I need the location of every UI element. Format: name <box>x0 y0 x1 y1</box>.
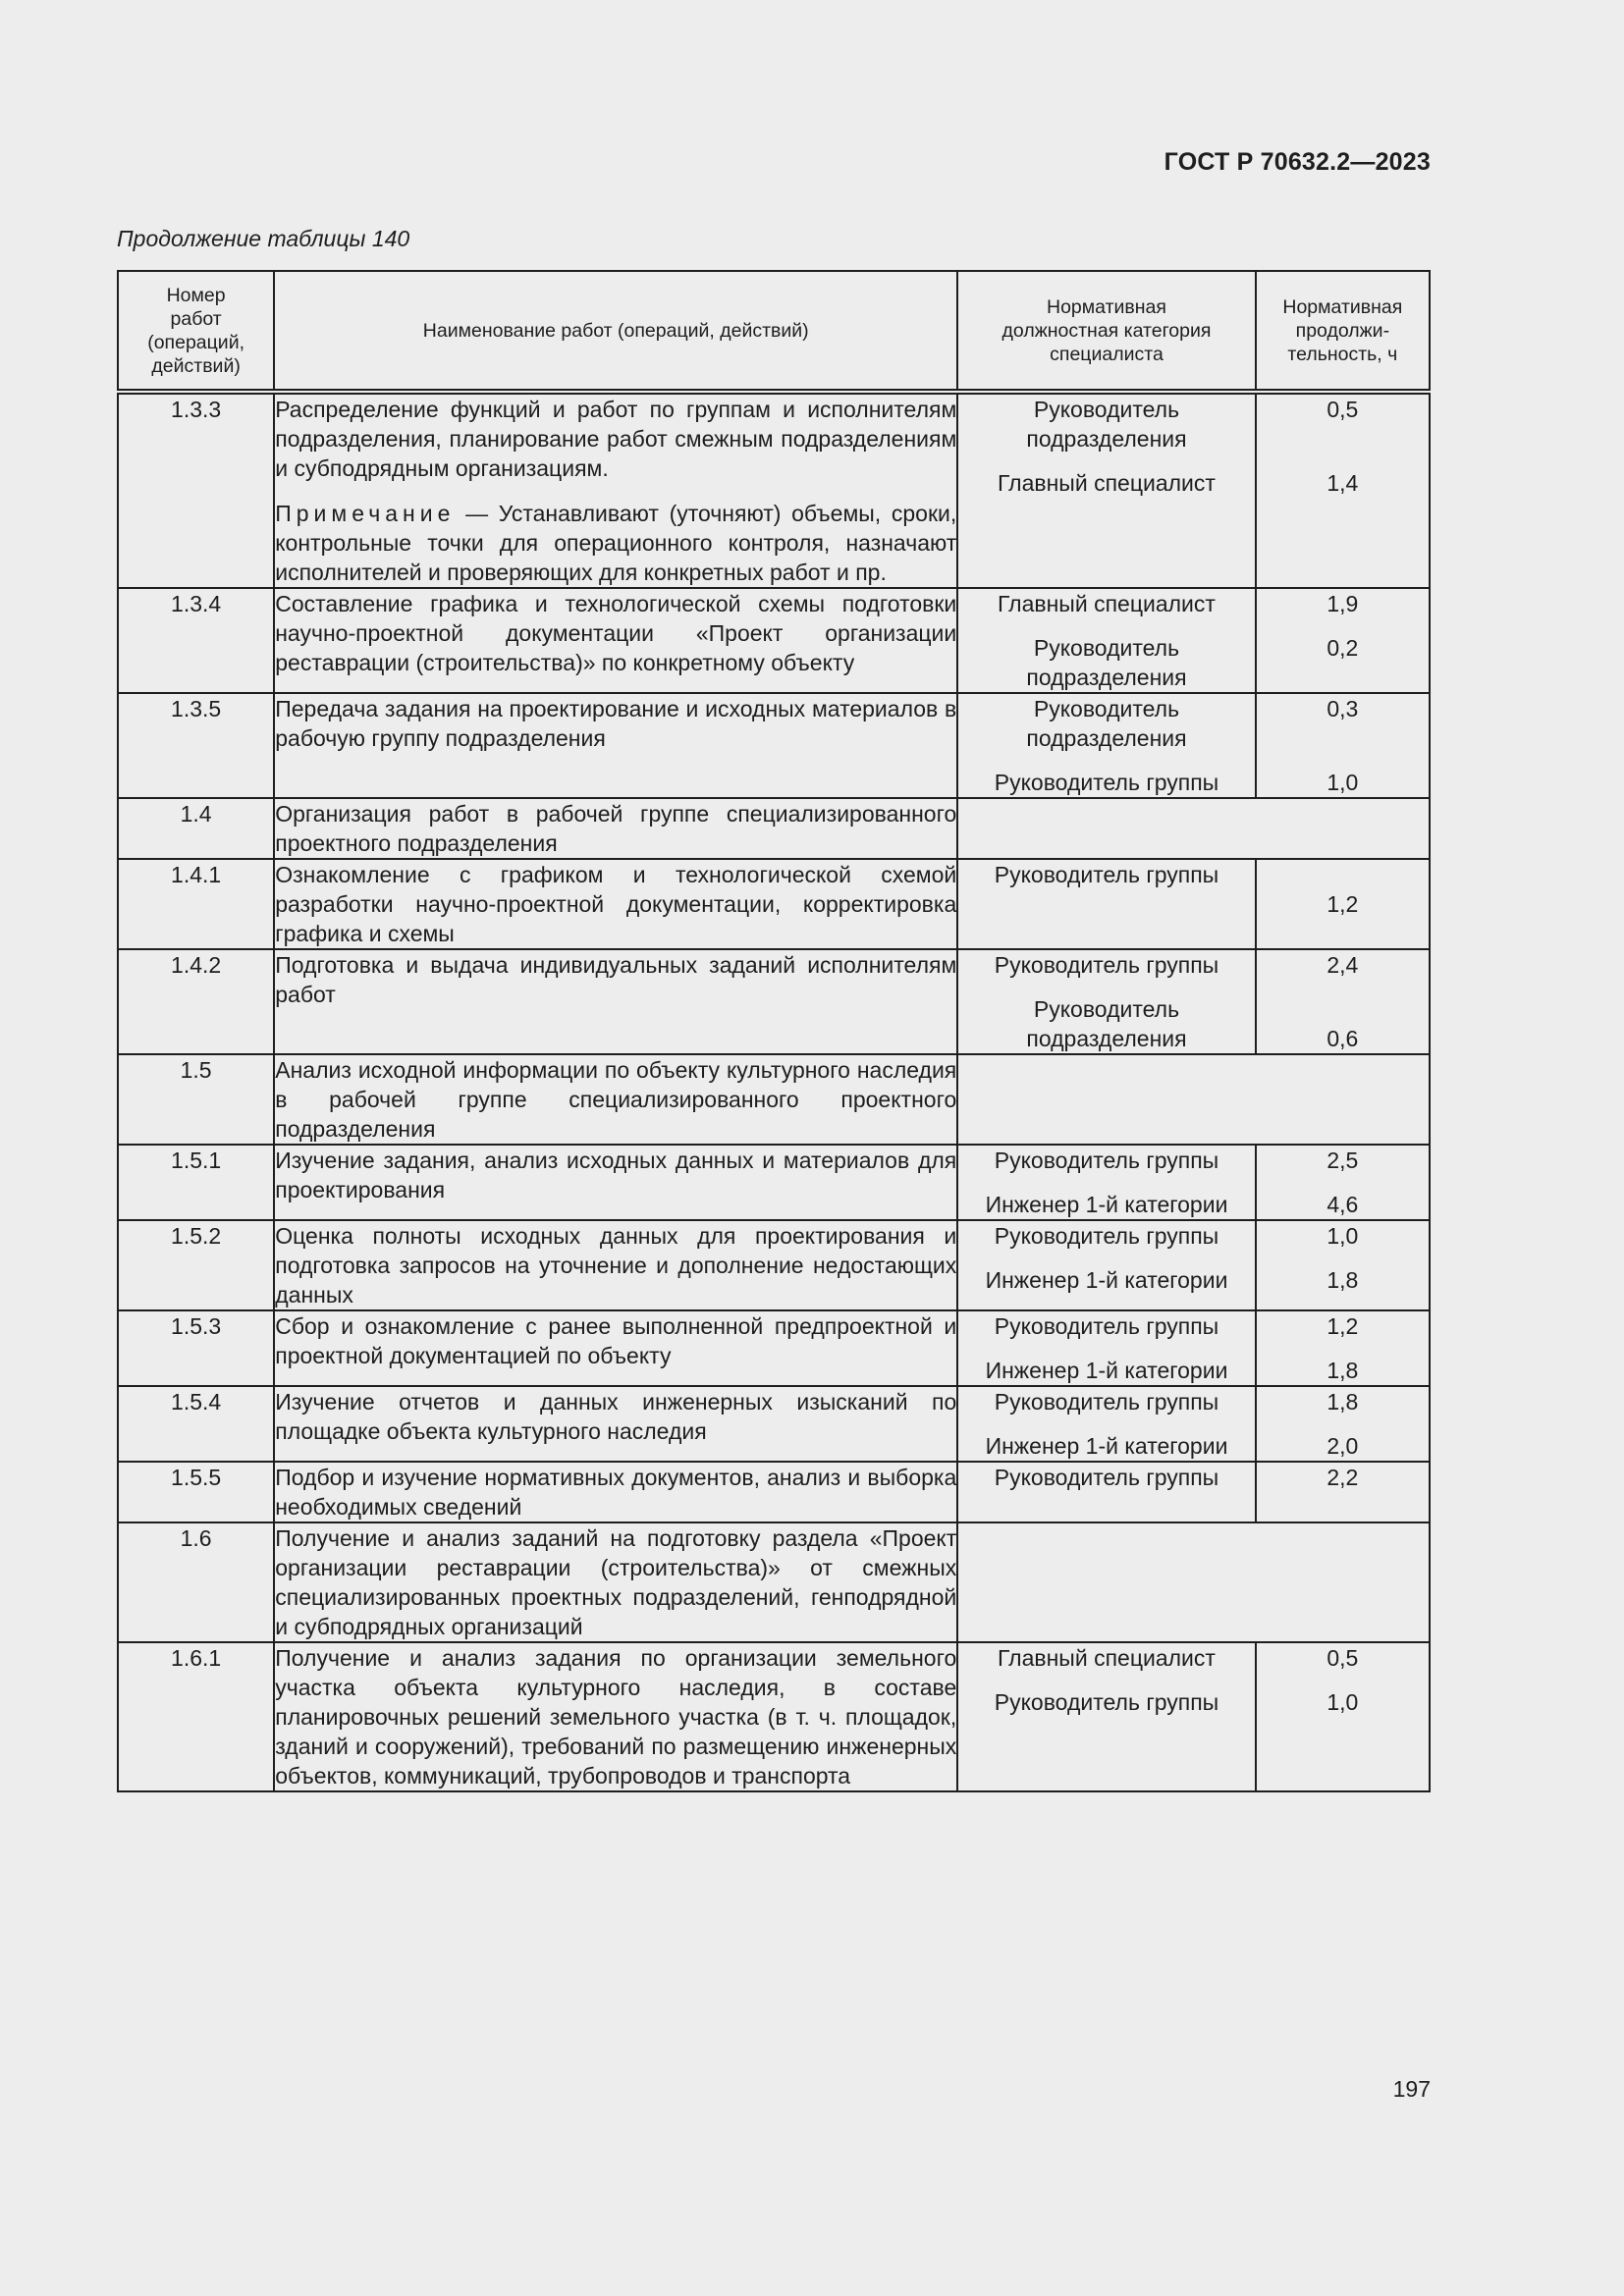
row-number: 1.4.1 <box>118 859 274 949</box>
table-row <box>118 859 1430 949</box>
table-row <box>118 588 1430 693</box>
row-category: Главный специалист Руководитель группы <box>957 1642 1255 1791</box>
row-duration: 0,3 1,0 <box>1256 693 1430 798</box>
row-number: 1.4 <box>118 798 274 859</box>
table-row <box>118 1054 1430 1145</box>
row-category: Руководитель группы <box>957 1462 1255 1522</box>
row-duration: 2,2 <box>1256 1462 1430 1522</box>
row-number: 1.5.4 <box>118 1386 274 1462</box>
table-row <box>118 693 1430 798</box>
row-name: Подготовка и выдача индивидуальных заданий исполнителям работ <box>274 949 957 1054</box>
table-row <box>118 1522 1430 1642</box>
row-category: Руководитель группы Инженер 1-й категории <box>957 1145 1255 1220</box>
table-row <box>118 798 1430 859</box>
row-category: Руководитель группы Инженер 1-й категории <box>957 1310 1255 1386</box>
row-duration: 1,2 <box>1256 859 1430 949</box>
row-name: Организация работ в рабочей группе специализированного проектного подразделения <box>274 798 957 859</box>
row-category: Руководитель группы Руководитель подразделения <box>957 949 1255 1054</box>
row-name: Анализ исходной информации по объекту культурного наследия в рабочей группе специализированного проектного подразделения <box>274 1054 957 1145</box>
table-row <box>118 1220 1430 1310</box>
row-category: Руководитель группы <box>957 859 1255 949</box>
row-name: Составление графика и технологической схемы подготовки научно-проектной документации «Проект организации реставрации (строительства)» по конкретному объекту <box>274 588 957 693</box>
table-row <box>118 1642 1430 1791</box>
row-number: 1.5.3 <box>118 1310 274 1386</box>
row-note: Примечание — Устанавливают (уточняют) объемы, сроки, контрольные точки для операционного контроля, назначают исполнителей и проверяющих для конкретных работ и пр. <box>275 501 957 585</box>
table-header-row <box>118 271 1430 392</box>
row-name: Оценка полноты исходных данных для проектирования и подготовка запросов на уточнение и дополнение недостающих данных <box>274 1220 957 1310</box>
row-duration: 1,0 1,8 <box>1256 1220 1430 1310</box>
row-name: Передача задания на проектирование и исходных материалов в рабочую группу подразделения <box>274 693 957 798</box>
row-name: Получение и анализ задания по организации земельного участка объекта культурного наследия, в составе планировочных решений земельного участка (в т. ч. площадок, зданий и сооружений), требований по размещению инженерных объектов, коммуникаций, трубопроводов и транспорта <box>274 1642 957 1791</box>
row-name: Ознакомление с графиком и технологической схемой разработки научно-проектной документации, корректировка графика и схемы <box>274 859 957 949</box>
header-duration: Нормативная продолжи-тельность, ч <box>1256 271 1430 392</box>
row-number: 1.5 <box>118 1054 274 1145</box>
table-row <box>118 392 1430 588</box>
row-category: Главный специалист Руководитель подразделения <box>957 588 1255 693</box>
row-number: 1.5.1 <box>118 1145 274 1220</box>
row-category: Руководитель подразделения Руководитель группы <box>957 693 1255 798</box>
row-empty <box>957 798 1430 859</box>
row-name: Распределение функций и работ по группам и исполнителям подразделения, планирование работ смежным подразделениям и субподрядным организациям. Примечание — Устанавливают (уточняют) объемы, сроки, контрольные точки для операционного контроля, назначают исполнителей и проверяющих для конкретных работ и пр. <box>274 392 957 588</box>
header-name: Наименование работ (операций, действий) <box>274 271 957 392</box>
row-empty <box>957 1522 1430 1642</box>
header-number: Номер работ (операций, действий) <box>118 271 274 392</box>
table-caption: Продолжение таблицы 140 <box>117 226 410 251</box>
row-name: Изучение задания, анализ исходных данных и материалов для проектирования <box>274 1145 957 1220</box>
page-number: 197 <box>1392 2076 1431 2102</box>
table-row <box>118 1310 1430 1386</box>
header-category: Нормативная должностная категория специалиста <box>957 271 1255 392</box>
row-duration: 1,9 0,2 <box>1256 588 1430 693</box>
row-number: 1.3.3 <box>118 392 274 588</box>
row-duration: 2,5 4,6 <box>1256 1145 1430 1220</box>
row-duration: 2,4 0,6 <box>1256 949 1430 1054</box>
row-number: 1.3.4 <box>118 588 274 693</box>
row-number: 1.5.5 <box>118 1462 274 1522</box>
row-empty <box>957 1054 1430 1145</box>
row-category: Руководитель группы Инженер 1-й категории <box>957 1386 1255 1462</box>
row-number: 1.3.5 <box>118 693 274 798</box>
row-duration: 1,8 2,0 <box>1256 1386 1430 1462</box>
row-number: 1.5.2 <box>118 1220 274 1310</box>
row-category: Руководитель подразделения Главный специалист <box>957 392 1255 588</box>
row-name: Получение и анализ заданий на подготовку раздела «Проект организации реставрации (строительства)» от смежных специализированных проектных подразделений, генподрядной и субподрядных организаций <box>274 1522 957 1642</box>
row-name: Подбор и изучение нормативных документов, анализ и выборка необходимых сведений <box>274 1462 957 1522</box>
table-row <box>118 949 1430 1054</box>
row-name: Изучение отчетов и данных инженерных изысканий по площадке объекта культурного наследия <box>274 1386 957 1462</box>
table-row <box>118 1386 1430 1462</box>
row-name: Сбор и ознакомление с ранее выполненной предпроектной и проектной документацией по объекту <box>274 1310 957 1386</box>
table-row <box>118 1462 1430 1522</box>
row-category: Руководитель группы Инженер 1-й категории <box>957 1220 1255 1310</box>
row-number: 1.4.2 <box>118 949 274 1054</box>
row-number: 1.6 <box>118 1522 274 1642</box>
table-row <box>118 1145 1430 1220</box>
document-code: ГОСТ Р 70632.2—2023 <box>1164 148 1431 176</box>
row-duration: 0,5 1,0 <box>1256 1642 1430 1791</box>
row-duration: 0,5 1,4 <box>1256 392 1430 588</box>
row-number: 1.6.1 <box>118 1642 274 1791</box>
row-duration: 1,2 1,8 <box>1256 1310 1430 1386</box>
norms-table <box>117 270 1431 1792</box>
